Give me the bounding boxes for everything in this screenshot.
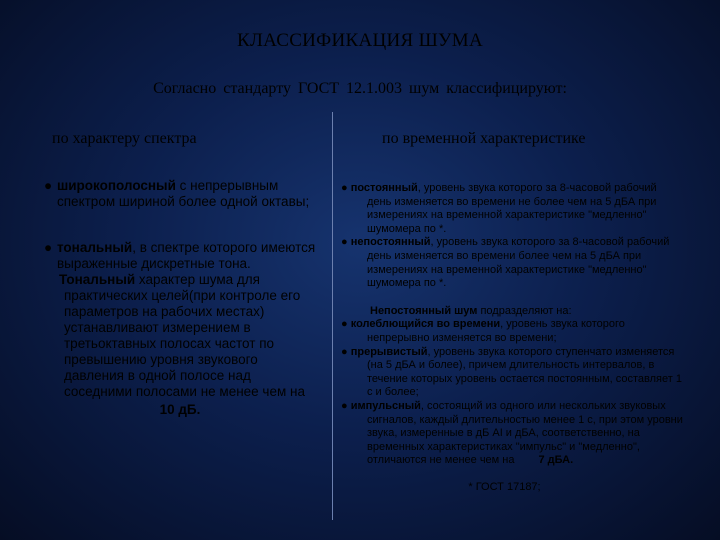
bullet-icon: ● (341, 345, 348, 358)
nonconstant-item (338, 236, 683, 290)
broadband-item (44, 178, 316, 210)
bullet-icon: ● (341, 399, 348, 412)
impulse-term: импульсный (350, 399, 421, 412)
oscillating-item (338, 318, 683, 345)
constant-text: , уровень звука которого за 8-часовой рабочий день изменяется во времени не более чем на 5 дБА при измерениях на временной характеристике "медленно" шумомера по *. (367, 182, 657, 235)
tonal-threshold: 10 дБ. (159, 402, 201, 417)
intermittent-term: прерывистый (350, 345, 428, 358)
right-column-header: по временной характеристике (382, 130, 586, 147)
slide-subtitle: Согласно стандарту ГОСТ 12.1.003 шум классифицируют: (153, 80, 567, 97)
impulse-item (338, 400, 683, 468)
broadband-term: широкополосный (57, 178, 176, 193)
nonconstant-noise-term: Непостоянный шум (370, 304, 478, 317)
bullet-icon: ● (44, 240, 53, 255)
tonal-paragraph-term: Тональный (59, 272, 136, 287)
tonal-item (44, 240, 316, 272)
bullet-icon: ● (341, 318, 348, 331)
left-column-header: по характеру спектра (52, 130, 197, 147)
tonal-paragraph (44, 272, 316, 400)
bullet-icon: ● (44, 178, 53, 193)
nonconstant-subdivision: Непостоянный шум подразделяют на: (370, 304, 572, 317)
intermittent-text: , уровень звука которого ступенчато изменяется (на 5 дБА и более), причем длительность интервалов, в течение которых уровень остается постоянным, составляет 1 с и более; (367, 345, 682, 399)
nonconstant-term: непостоянный (350, 236, 431, 249)
impulse-text: , состоящий из одного или нескольких звуковых сигналов, каждый длительностью менее 1 с, при этом уровни звука, измеренные в дБ AI и дБА, соответственно, на временных характеристиках "импульс" и "медленно", отличаются не менее чем на (367, 399, 683, 467)
left-column (44, 178, 316, 418)
constant-item (338, 182, 683, 236)
broadband-text: с непрерывным спектром шириной более одной октавы; (57, 178, 310, 209)
constant-term: постоянный (350, 182, 418, 194)
footnote: * ГОСТ 17187; (468, 480, 541, 493)
intermittent-item (338, 346, 683, 400)
slide-title: КЛАССИФИКАЦИЯ ШУМА (236, 30, 484, 51)
tonal-term: тональный (57, 240, 133, 255)
bullet-icon: ● (341, 182, 348, 194)
oscillating-text: , уровень звука которого непрерывно изменяется во времени; (367, 318, 625, 344)
column-divider (332, 112, 333, 520)
tonal-text: , в спектре которого имеются выраженные дискретные тона. (57, 240, 316, 271)
nonconstant-text: , уровень звука которого за 8-часовой рабочий день изменяется во времени более чем на 5 дБА при измерениях на временной характеристике "медленно" шумомера по *. (367, 236, 670, 290)
right-column (338, 182, 683, 494)
tonal-paragraph-text: характер шума для практических целей(при контроле его параметров на рабочих местах) устанавливают измерением в третьоктавных полосах частот по превышению уровня звукового давления в одной полосе над соседними полосами не менее чем на (64, 272, 305, 399)
impulse-threshold: 7 дБА. (538, 454, 574, 467)
bullet-icon: ● (341, 236, 348, 249)
oscillating-term: колеблющийся во времени (350, 318, 501, 331)
